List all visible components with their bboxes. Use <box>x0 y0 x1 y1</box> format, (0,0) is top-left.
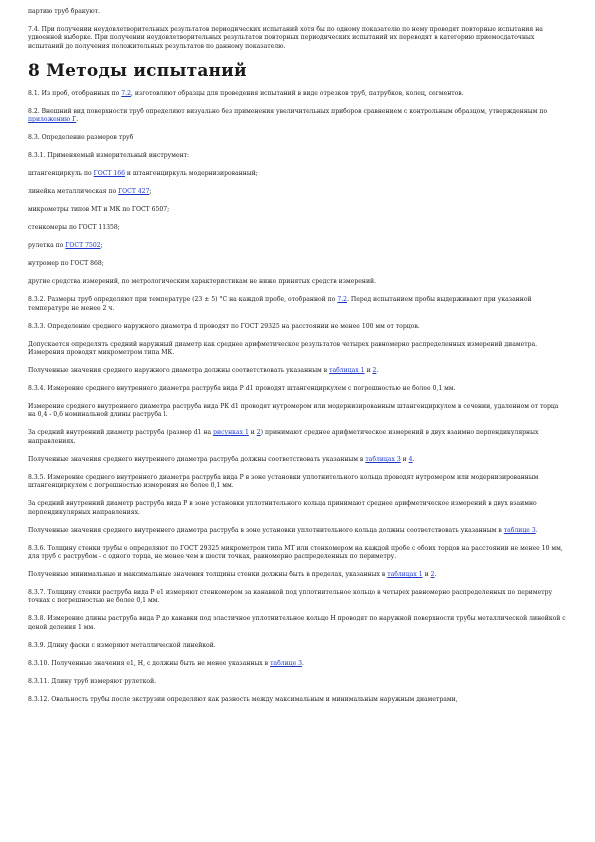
list-item: линейка металлическая по ГОСТ 427; <box>28 188 152 196</box>
list-item: рулетка по ГОСТ 7502; <box>28 242 103 250</box>
link-table-1[interactable]: таблицах 1 <box>387 571 423 579</box>
paragraph-8-3: 8.3. Определение размеров труб <box>28 134 134 142</box>
paragraph-8-3-10: 8.3.10. Полученные значения e1, H, c должны быть не менее указанных в таблице 3. <box>28 659 304 667</box>
link-table-4[interactable]: 4 <box>408 455 413 463</box>
list-item: другие средства измерений, по метрологическим характеристикам не ниже принятых средств измерений. <box>28 278 377 286</box>
section-heading: 8 Методы испытаний <box>28 60 247 81</box>
link-table-2[interactable]: 2 <box>430 571 435 579</box>
paragraph-7-4: 7.4. При получении неудовлетворительных результатов периодических испытаний хотя бы по одному показателю по нему проводят повторные испытания на удвоенной выборке. При получении неудовлетворительных результатов повторных периодических испытаний их переводят в категорию приемосдаточных испытаний до получения положительных результатов по данному показателю. <box>28 26 543 50</box>
paragraph-8-3-9: 8.3.9. Длину фаски c измеряют металлической линейкой. <box>28 641 216 649</box>
paragraph-8-3-4: 8.3.4. Измерение среднего внутреннего диаметра раструба вида Р d1 проводят штангенциркулем с погрешностью не более 0,1 мм. <box>28 385 456 393</box>
list-item: нутромер по ГОСТ 868; <box>28 260 104 268</box>
paragraph: Полученные значения среднего наружного диаметра должны соответствовать указанным в таблицах 1 и 2. <box>28 367 379 375</box>
paragraph-8-3-7: 8.3.7. Толщину стенки раструба вида Р e1 измеряют стенкомером за канавкой под уплотнительное кольцо в четырех равномерно распределенных по периметру точках с погрешностью не более 0,1 мм. <box>28 589 553 605</box>
link-gost-166[interactable]: ГОСТ 166 <box>93 170 125 178</box>
paragraph: За средний внутренний диаметр раструба вида Р в зоне установки уплотнительного кольца принимают среднее арифметическое измерений в двух взаимно перпендикулярных направлениях. <box>28 500 537 516</box>
paragraph-8-3-5: 8.3.5. Измерение среднего внутреннего диаметра раструба вида Р в зоне установки уплотнительного кольца проводят нутромером или модернизированным штангенциркулем с погрешностью измерения не более 0,1 мм. <box>28 473 539 490</box>
paragraph-8-2: 8.2. Внешний вид поверхности труб определяют визуально без применения увеличительных приборов сравнением с контрольным образцом, утвержденным по приложению Г. <box>28 107 548 124</box>
paragraph: Полученные значения среднего внутреннего диаметра раструба должны соответствовать указанным в таблицах 3 и 4. <box>28 455 415 463</box>
link-appendix-g[interactable]: приложению Г <box>28 116 77 124</box>
paragraph: Допускается определять средний наружный диаметр как среднее арифметическое результатов четырех равномерно распределенных измерений диаметра. Измерения проводят микрометром типа МК. <box>28 340 538 357</box>
link-figure-1[interactable]: рисунках 1 <box>213 429 249 437</box>
link-gost-7502[interactable]: ГОСТ 7502 <box>65 242 101 250</box>
paragraph-8-3-6: 8.3.6. Толщину стенки трубы e определяют по ГОСТ 29325 микрометром типа МТ или стенкомером на каждой пробе с обоих торцов на расстоянии не менее 10 мм, для труб с раструбом - с одного торца, не менее чем в шести точках, равномерно распределенных по периметру. <box>28 544 563 561</box>
link-table-2[interactable]: 2 <box>372 367 377 375</box>
link-gost-427[interactable]: ГОСТ 427 <box>118 188 150 196</box>
paragraph-8-1: 8.1. Из проб, отобранных по 7.2, изготовляют образцы для проведения испытаний в виде отрезков труб, патрубков, колец, сегментов. <box>28 89 464 97</box>
list-item: микрометры типов МТ и МК по ГОСТ 6507; <box>28 206 170 214</box>
link-table-3[interactable]: таблице 3 <box>503 526 536 534</box>
paragraph-8-3-3: 8.3.3. Определение среднего наружного диаметра d проводят по ГОСТ 29325 на расстоянии не менее 100 мм от торцов. <box>28 322 420 330</box>
paragraph-8-3-11: 8.3.11. Длину труб измеряют рулеткой. <box>28 677 157 685</box>
link-figure-2[interactable]: 2 <box>256 429 261 437</box>
link-table-1[interactable]: таблицах 1 <box>329 367 365 375</box>
link-table-3[interactable]: таблицах 3 <box>365 455 401 463</box>
link-7-2[interactable]: 7.2 <box>121 89 131 97</box>
link-7-2[interactable]: 7.2 <box>337 296 348 304</box>
paragraph: партию труб бракуют. <box>28 8 100 15</box>
paragraph: За средний внутренний диаметр раструба (размер d1 на рисунках 1 и 2) принимают среднее арифметическое измерений в двух взаимно перпендикулярных направлениях. <box>28 429 539 445</box>
paragraph: Полученные значения среднего внутреннего диаметра раструба в зоне установки уплотнительного кольца должны соответствовать указанным в таблице 3. <box>28 526 538 534</box>
list-item: штангенциркуль по ГОСТ 166 и штангенциркуль модернизированный; <box>28 170 258 178</box>
paragraph-8-3-12: 8.3.12. Овальность трубы после экструзии определяют как разность между максимальным и минимальным наружным диаметрами, <box>28 695 458 703</box>
paragraph: Полученные минимальные и максимальные значения толщины стенки должны быть в пределах, указанных в таблицах 1 и 2. <box>28 571 437 579</box>
paragraph-8-3-2: 8.3.2. Размеры труб определяют при температуре (23 ± 5) °С на каждой пробе, отобранной по 7.2. Перед испытанием пробы выдерживают при указанной температуре не менее 2 ч. <box>28 296 532 312</box>
paragraph: Измерение среднего внутреннего диаметра раструба вида РК d1 проводят нутромером или модернизированным штангенциркулем в сечении, удаленном от торца на 0,4 - 0,6 номинальной длины раструба l. <box>28 403 559 419</box>
link-table-3[interactable]: таблице 3 <box>270 659 303 667</box>
list-item: стенкомеры по ГОСТ 11358; <box>28 224 120 232</box>
paragraph-8-3-1: 8.3.1. Применяемый измерительный инструмент: <box>28 152 190 160</box>
paragraph-8-3-8: 8.3.8. Измерение длины раструба вида Р до канавки под эластичное уплотнительное кольцо H проводят по наружной поверхности трубы металлической линейкой с ценой деления 1 мм. <box>28 615 566 631</box>
